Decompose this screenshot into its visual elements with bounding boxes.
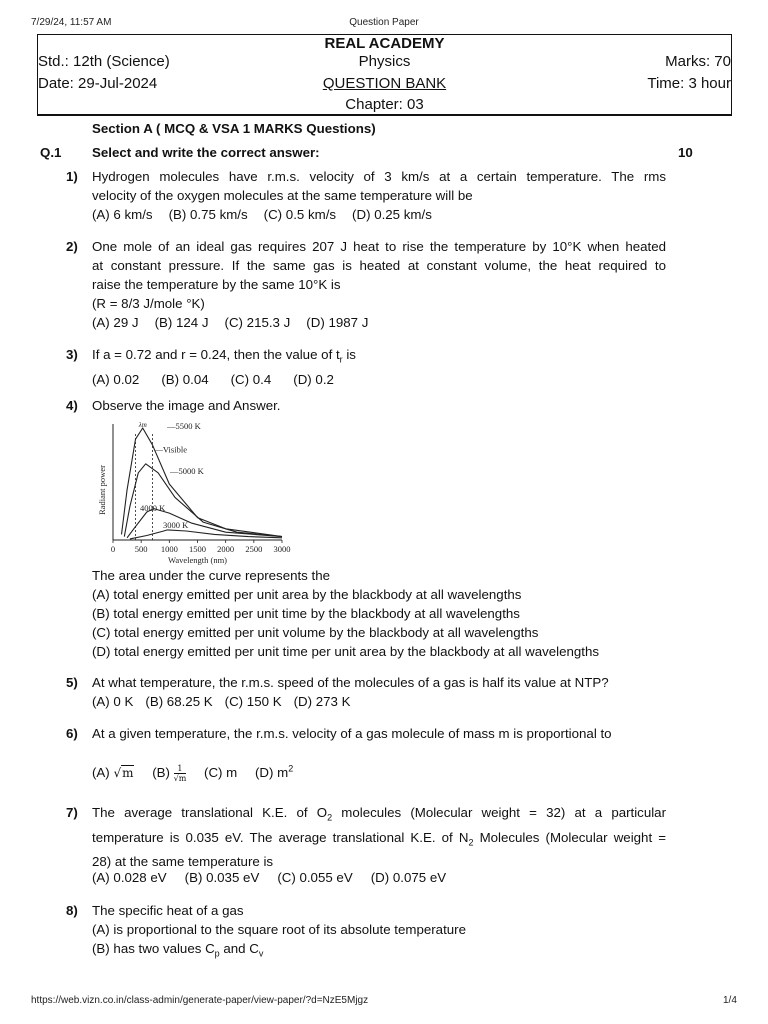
lambda-max-annotation: λm bbox=[138, 421, 147, 429]
x-tick-label: 2500 bbox=[245, 544, 263, 554]
option-d: (D) 1987 J bbox=[306, 315, 369, 330]
option-c: (C) 0.055 eV bbox=[277, 870, 353, 885]
q1-marks: 10 bbox=[678, 145, 693, 160]
option-a: (A) 0.028 eV bbox=[92, 870, 167, 885]
question-text: At a given temperature, the r.m.s. velocity of a gas molecule of mass m is proportional to bbox=[92, 726, 612, 741]
option-a: (A) 6 km/s bbox=[92, 207, 153, 222]
option-b: (B) $\frac{1}{√m}$ bbox=[152, 764, 187, 784]
question-4 bbox=[92, 566, 666, 661]
option-b: (B) 124 J bbox=[154, 315, 209, 330]
subject: Physics bbox=[358, 53, 411, 70]
options-row bbox=[92, 313, 666, 332]
question-2 bbox=[92, 237, 666, 332]
section-title: Section A ( MCQ & VSA 1 MARKS Questions) bbox=[92, 121, 376, 136]
x-tick-label: 0 bbox=[110, 544, 116, 554]
question-number: 8) bbox=[66, 903, 78, 918]
question-text: If a = 0.72 and r = 0.24, then the value of $t_r$ is bbox=[92, 347, 356, 365]
x-tick-label: 3000 bbox=[273, 544, 291, 554]
question-5 bbox=[92, 673, 666, 711]
question-text: velocity of the oxygen molecules at the same temperature will be bbox=[92, 188, 473, 203]
question-8 bbox=[92, 901, 666, 964]
series-label: 3000 K bbox=[163, 520, 189, 530]
option-c: (C) 0.4 bbox=[230, 371, 272, 387]
institute-name: REAL ACADEMY bbox=[324, 35, 445, 52]
question-text: (R = 8/3 J/mole °K) bbox=[92, 296, 205, 311]
options-row bbox=[92, 370, 666, 389]
question-number: 6) bbox=[66, 726, 78, 741]
option-d: (D) 0.075 eV bbox=[370, 870, 447, 885]
series-label: —5000 K bbox=[170, 466, 204, 476]
option-d: (D) 273 K bbox=[293, 694, 351, 709]
print-title: Question Paper bbox=[349, 17, 419, 28]
question-text: At what temperature, the r.m.s. speed of the molecules of a gas is half its value at NTP? bbox=[92, 675, 609, 690]
x-tick-label: 1000 bbox=[160, 544, 178, 554]
y-axis-label: Radiant power bbox=[97, 465, 107, 515]
option-d: (D) 0.2 bbox=[293, 371, 334, 387]
question-7 bbox=[92, 803, 666, 871]
question-text: temperature is 0.035 eV. The average translational K.E. of $N_2$ Molecules (Molecular weight = bbox=[92, 829, 666, 848]
series-label: —5500 K bbox=[167, 421, 201, 431]
question-text: 28) at the same temperature is bbox=[92, 854, 274, 870]
total-marks: Marks: 70 bbox=[665, 53, 731, 70]
option-b: (B) 0.035 eV bbox=[184, 870, 260, 885]
option-a: (A) is proportional to the square root of its absolute temperature bbox=[92, 922, 466, 937]
question-3 bbox=[92, 345, 666, 389]
option-d: (D) 0.25 km/s bbox=[352, 207, 432, 222]
blackbody-chart bbox=[95, 420, 300, 568]
question-text: One mole of an ideal gas requires 207 J heat to rise the temperature by 10°K when heated bbox=[92, 239, 666, 254]
option-a: (A) 0.02 bbox=[92, 371, 140, 387]
x-axis-label: Wavelength (nm) bbox=[167, 555, 228, 565]
standard: Std.: 12th (Science) bbox=[38, 53, 170, 70]
question-text: Observe the image and Answer. bbox=[92, 398, 281, 413]
option-b: (B) 68.25 K bbox=[145, 694, 213, 709]
question-text: at constant pressure. If the same gas is heated at constant volume, the heat required to bbox=[92, 258, 666, 273]
option-c: (C) 150 K bbox=[224, 694, 282, 709]
exam-time: Time: 3 hour bbox=[647, 75, 731, 92]
option-a: (A) √m bbox=[92, 765, 134, 781]
option-b: (B) 0.75 km/s bbox=[168, 207, 248, 222]
option-b: (B) 0.04 bbox=[161, 371, 209, 387]
question-text: The average translational K.E. of $O_2$ molecules (Molecular weight = 32) at a particular bbox=[92, 805, 667, 823]
question-text: Hydrogen molecules have r.m.s. velocity of 3 km/s at a certain temperature. The rms bbox=[92, 169, 666, 184]
options-row bbox=[92, 760, 293, 783]
option-a: (A) 29 J bbox=[92, 315, 139, 330]
q1-instruction: Select and write the correct answer: bbox=[92, 145, 320, 160]
option-b: (B) total energy emitted per unit time by the blackbody at all wavelengths bbox=[92, 606, 520, 621]
question-number: 1) bbox=[66, 169, 78, 184]
option-c: (C) m bbox=[204, 765, 238, 781]
question-number: 7) bbox=[66, 805, 78, 820]
print-datetime: 7/29/24, 11:57 AM bbox=[31, 17, 112, 28]
question-1 bbox=[92, 167, 666, 224]
q1-label: Q.1 bbox=[40, 145, 62, 160]
option-a: (A) 0 K bbox=[92, 694, 134, 709]
page-number: 1/4 bbox=[723, 995, 737, 1006]
option-b: (B) has two values $C_p$ and $C_v$ bbox=[92, 941, 264, 959]
options-row bbox=[92, 692, 666, 711]
page-url: https://web.vizn.co.in/class-admin/generate-paper/view-paper/?d=NzE5Mjgz bbox=[31, 995, 369, 1006]
series-label: 4000 K bbox=[140, 503, 166, 513]
option-d: (D) total energy emitted per unit time per unit area by the blackbody at all wavelengths bbox=[92, 644, 600, 659]
question-number: 5) bbox=[66, 675, 78, 690]
options-row bbox=[92, 868, 462, 887]
question-number: 4) bbox=[66, 398, 78, 413]
paper-header bbox=[37, 34, 732, 116]
option-c: (C) total energy emitted per unit volume by the blackbody at all wavelengths bbox=[92, 625, 539, 640]
option-c: (C) 0.5 km/s bbox=[263, 207, 337, 222]
option-c: (C) 215.3 J bbox=[224, 315, 291, 330]
question-number: 3) bbox=[66, 347, 78, 362]
x-tick-label: 1500 bbox=[189, 544, 206, 554]
chapter: Chapter: 03 bbox=[345, 96, 424, 113]
option-d: (D) $m^2$ bbox=[254, 764, 294, 781]
option-a: (A) total energy emitted per unit area by the blackbody at all wavelengths bbox=[92, 587, 522, 602]
exam-date: Date: 29-Jul-2024 bbox=[38, 75, 158, 92]
question-number: 2) bbox=[66, 239, 78, 254]
question-stem: The area under the curve represents the bbox=[92, 568, 331, 583]
question-text: raise the temperature by the same 10°K is bbox=[92, 277, 341, 292]
visible-annotation: —Visible bbox=[154, 444, 187, 455]
options-row bbox=[92, 205, 666, 224]
question-text: The specific heat of a gas bbox=[92, 903, 244, 918]
x-tick-label: 500 bbox=[134, 544, 148, 554]
x-tick-label: 2000 bbox=[217, 544, 235, 554]
question-bank-title: QUESTION BANK bbox=[322, 75, 447, 92]
